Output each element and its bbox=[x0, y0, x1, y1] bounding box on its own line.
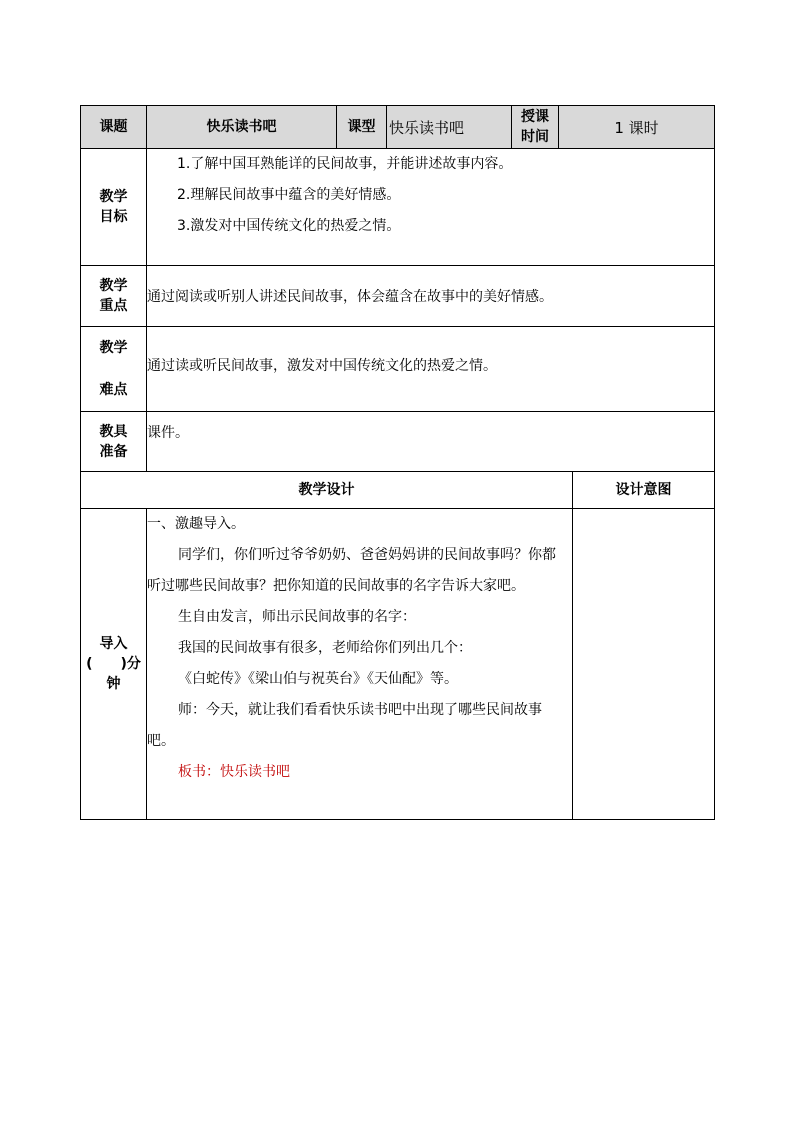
section1-label bbox=[81, 509, 147, 820]
section1-label-line1: 导入 bbox=[99, 636, 128, 652]
section1-para: 生自由发言，师出示民间故事的名字： bbox=[178, 609, 416, 625]
header-row bbox=[81, 106, 715, 149]
lesson-plan-table bbox=[80, 105, 715, 820]
design-header: 教学设计 bbox=[81, 472, 573, 509]
goal-item: 2.理解民间故事中蕴含的美好情感。 bbox=[177, 187, 401, 203]
difficulty-label-line2: 难点 bbox=[99, 382, 128, 398]
time-label-line1: 授课 bbox=[521, 109, 549, 125]
time-label bbox=[512, 106, 559, 149]
goals-label-line1: 教学 bbox=[99, 189, 128, 205]
goal-item: 3.激发对中国传统文化的热爱之情。 bbox=[177, 218, 401, 234]
focus-row bbox=[81, 266, 715, 327]
section1-heading: 一、激趣导入。 bbox=[147, 516, 245, 532]
goals-label bbox=[81, 149, 147, 266]
goals-label-line2: 目标 bbox=[99, 209, 128, 225]
section1-para: 《白蛇传》《梁山伯与祝英台》《天仙配》等。 bbox=[178, 671, 458, 687]
intent-header: 设计意图 bbox=[573, 472, 715, 509]
focus-label bbox=[81, 266, 147, 327]
section1-para: 师：今天，就让我们看看快乐读书吧中出现了哪些民间故事吧。 bbox=[147, 702, 542, 749]
materials-label-line1: 教具 bbox=[99, 423, 128, 440]
materials-label bbox=[81, 412, 147, 472]
section1-para: 同学们，你们听过爷爷奶奶、爸爸妈妈讲的民间故事吗？你都听过哪些民间故事？把你知道的民间故事的名字告诉大家吧。 bbox=[147, 547, 556, 594]
difficulty-label-line1: 教学 bbox=[99, 340, 128, 356]
difficulty-row bbox=[81, 327, 715, 412]
section1-intent bbox=[573, 509, 715, 820]
difficulty-text: 通过读或听民间故事，激发对中国传统文化的热爱之情。 bbox=[147, 327, 715, 412]
focus-label-line1: 教学 bbox=[99, 278, 128, 294]
goals-content bbox=[147, 149, 715, 266]
topic-label: 课题 bbox=[81, 106, 147, 149]
materials-label-line2: 准备 bbox=[99, 443, 128, 460]
design-header-row bbox=[81, 472, 715, 509]
time-label-line2: 时间 bbox=[521, 129, 549, 145]
difficulty-label bbox=[81, 327, 147, 412]
section1-para: 我国的民间故事有很多，老师给你们列出几个： bbox=[178, 640, 472, 656]
goal-item: 1.了解中国耳熟能详的民间故事，并能讲述故事内容。 bbox=[177, 156, 513, 172]
focus-text: 通过阅读或听别人讲述民间故事，体会蕴含在故事中的美好情感。 bbox=[147, 266, 715, 327]
section1-content bbox=[147, 509, 573, 820]
goals-row bbox=[81, 149, 715, 266]
focus-label-line2: 重点 bbox=[99, 298, 128, 314]
board-note: 板书：快乐读书吧 bbox=[178, 764, 290, 780]
section1-label-line2: ( )分 bbox=[86, 656, 141, 672]
materials-row bbox=[81, 412, 715, 472]
section1-row bbox=[81, 509, 715, 820]
section1-label-line3: 钟 bbox=[106, 676, 121, 692]
time-value: 1 课时 bbox=[559, 106, 715, 149]
type-value: 快乐读书吧 bbox=[387, 106, 512, 149]
materials-text: 课件。 bbox=[147, 412, 715, 472]
topic-value: 快乐读书吧 bbox=[147, 106, 337, 149]
type-label: 课型 bbox=[337, 106, 387, 149]
